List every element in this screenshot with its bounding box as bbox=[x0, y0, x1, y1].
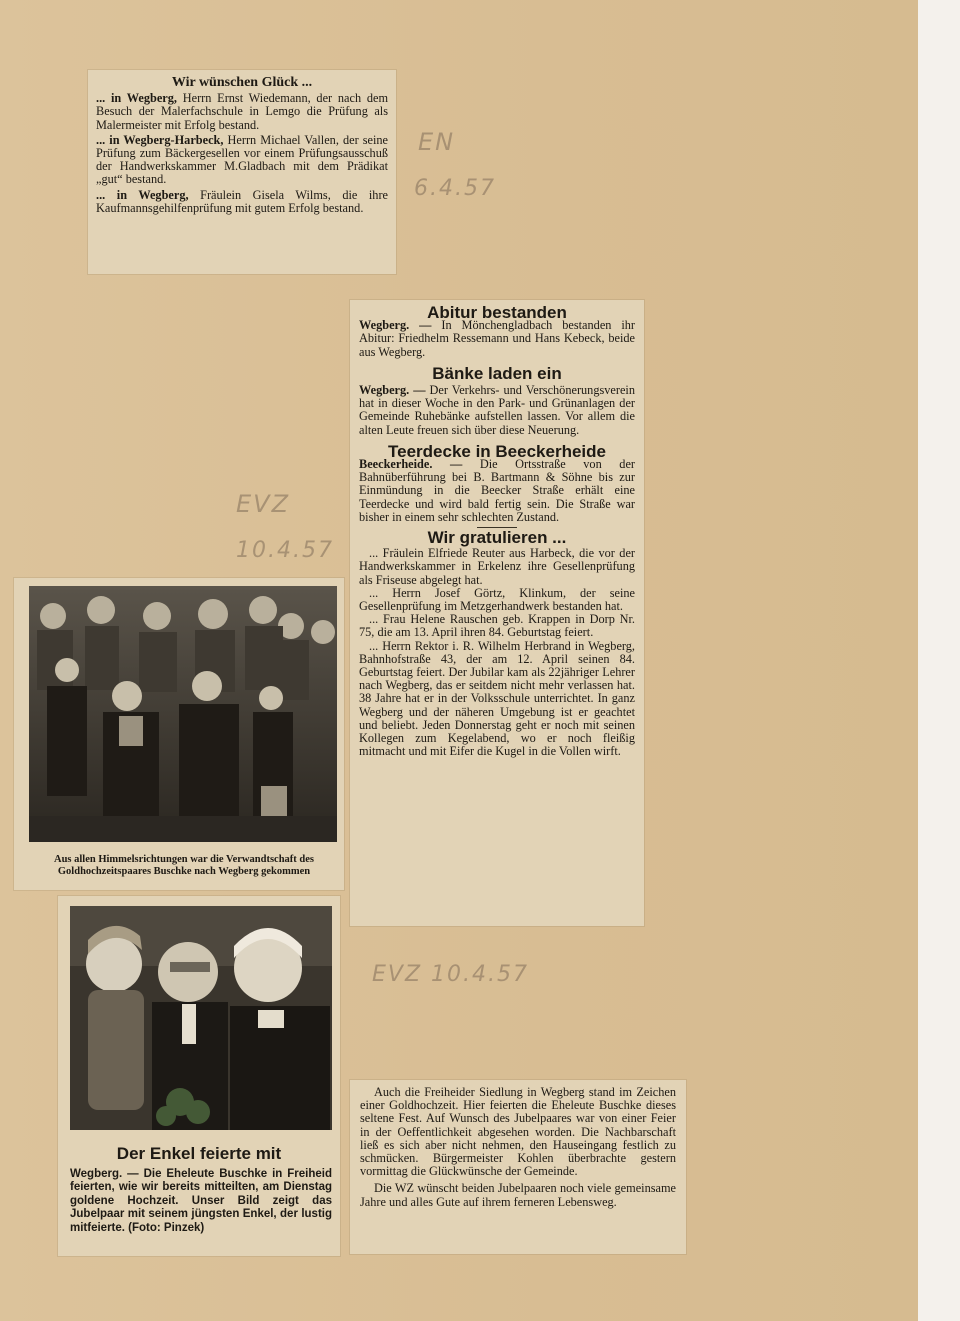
article-enkel bbox=[70, 1168, 332, 1235]
article-siedlung-1: Auch die Freiheider Siedlung in Wegberg stand im Zeichen einer Goldhochzeit. Hier feierten die Eheleute Buschke dieses seltene Fest. Auf Wunsch des Jubelpaares war von einer Feier in der Oeffentlichkeit abgesehen worden. Die Nachbarschaft ließ es sich aber nicht nehmen, den Hauseingang festlich zu schmücken. Bürgermeister Kohlen überbrachte gestern vormittag die Glückwünsche der Gemeinde. bbox=[360, 1085, 676, 1179]
paragraph-lead: ... in Wegberg, bbox=[96, 187, 189, 202]
paragraph-lead: Wegberg. — bbox=[70, 1168, 139, 1180]
paragraph-lead: ... in Wegberg, bbox=[96, 91, 177, 106]
headline-teerdecke: Teerdecke in Beeckerheide bbox=[388, 441, 606, 461]
article-gratulieren-1: ... Fräulein Elfriede Reuter aus Harbeck, die vor der Handwerkskammer in Erkelenz ihre Gesellenprüfung als Friseuse abgelegt hat. bbox=[359, 546, 635, 587]
handwritten-note-evz: EVZ bbox=[236, 490, 291, 518]
paragraph-lead: ... in Wegberg-Harbeck, bbox=[96, 132, 224, 147]
grandparents-photo-image bbox=[70, 906, 332, 1130]
clipping-freiheider-siedlung bbox=[350, 1080, 686, 1254]
photo-caption: Aus allen Himmelsrichtungen war die Verwandtschaft des Goldhochzeitspaares Buschke nach Wegberg gekommen bbox=[54, 854, 314, 877]
paragraph-text: Fräulein Gisela Wilms, die ihre Kaufmannsgehilfenprüfung mit gutem Erfolg bestand. bbox=[96, 187, 389, 215]
clipping-der-enkel-feierte-mit bbox=[58, 896, 340, 1256]
article-teerdecke bbox=[359, 458, 635, 524]
handwritten-date-3: EVZ 10.4.57 bbox=[372, 962, 529, 987]
article-gratulieren-2: ... Herrn Josef Görtz, Klinkum, der seine Gesellenprüfung im Metzgerhandwerk bestanden hat. bbox=[359, 585, 635, 614]
paragraph-text: Herrn Ernst Wiedemann, der nach dem Besuch der Malerfachschule in Lemgo die Prüfung als Malermeister mit Erfolg bestand. bbox=[96, 91, 389, 132]
headline-gratulieren: Wir gratulieren ... bbox=[427, 528, 567, 548]
headline-baenke: Bänke laden ein bbox=[432, 363, 562, 383]
article-siedlung-2: Die WZ wünscht beiden Jubelpaaren noch viele gemeinsame Jahre und alles Gute auf ihrem ferneren Lebensweg. bbox=[360, 1181, 676, 1209]
headline-enkel: Der Enkel feierte mit bbox=[116, 1144, 282, 1163]
clipping-title: Wir wünschen Glück ... bbox=[171, 75, 313, 90]
family-photo bbox=[29, 586, 337, 842]
paragraph-lead: Beeckerheide. — bbox=[359, 457, 463, 472]
article-gratulieren-3: ... Frau Helene Rauschen geb. Krappen in Dorp Nr. 75, die am 13. April ihren 84. Geburtstag feiert. bbox=[359, 612, 635, 640]
background-edge bbox=[918, 0, 960, 1321]
paragraph-text: In Mönchengladbach bestanden ihr Abitur: Friedhelm Ressemann und Hans Kebeck, beide aus Wegberg. bbox=[359, 318, 635, 359]
paragraph-text: Die Ortsstraße von der Bahnüberführung bei B. Bartmann & Söhne bis zur Einmündung in die Beecker Straße erhält eine Teerdecke und wird bald fertig sein. Die Straße war bisher in einem sehr schlechten Zustand. bbox=[359, 457, 635, 524]
clipping-family-photo bbox=[14, 578, 344, 890]
paragraph-text: Die Eheleute Buschke in Freiheid feierten, wie wir bereits mitteilten, am Dienstag goldene Hochzeit. Unser Bild zeigt das Jubelpaar mit seinem jüngsten Enkel, der lustig mitfeierte. bbox=[70, 1168, 332, 1234]
paragraph-text: Der Verkehrs- und Verschönerungsverein hat in dieser Woche in den Park- und Grünanlagen der Gemeinde Ruhebänke aufstellen lassen. Vor allem die alten Leute freuen sich über diese Neuerung. bbox=[359, 383, 635, 437]
handwritten-date-2: 10.4.57 bbox=[236, 538, 334, 563]
grandparents-photo bbox=[70, 906, 332, 1130]
handwritten-note-en: EN bbox=[418, 128, 456, 156]
article-abitur bbox=[359, 319, 635, 359]
family-photo-image bbox=[29, 586, 337, 842]
paragraph-lead: Wegberg. — bbox=[359, 318, 432, 333]
clipping-paragraph bbox=[96, 134, 388, 187]
photo-credit: (Foto: Pinzek) bbox=[128, 1221, 205, 1234]
clipping-paragraph bbox=[96, 92, 388, 132]
clipping-wir-wuenschen-glueck bbox=[88, 70, 396, 274]
clipping-news-column bbox=[350, 300, 644, 926]
paragraph-lead: Wegberg. — bbox=[359, 383, 426, 398]
handwritten-date-1: 6.4.57 bbox=[414, 176, 496, 201]
paragraph-text: Herrn Michael Vallen, der seine Prüfung zum Bäckergesellen vor einem Prüfungsausschuß der Handwerkskammer M.Gladbach mit dem Prädikat „gut“ bestand. bbox=[96, 132, 389, 187]
article-gratulieren-4: ... Herrn Rektor i. R. Wilhelm Herbrand in Wegberg, Bahnhofstraße 43, der am 12. April seinen 84. Geburtstag feiert. Der Jubilar kam als 22jähriger Lehrer nach Wegberg, das er seitdem nicht mehr verlassen hat. 38 Jahre hat er in der Volksschule unterrichtet. In ganz Wegberg und der näheren Umgebung ist er geachtet und beliebt. Jeden Donnerstag geht er noch mit seinen Kollegen zum Kegelabend, wo er noch fleißig mitmacht und mit Eifer die Kugel in die Vollen wirft. bbox=[359, 638, 635, 759]
headline-abitur: Abitur bestanden bbox=[427, 303, 567, 322]
article-baenke bbox=[359, 384, 635, 437]
clipping-paragraph bbox=[96, 189, 388, 215]
